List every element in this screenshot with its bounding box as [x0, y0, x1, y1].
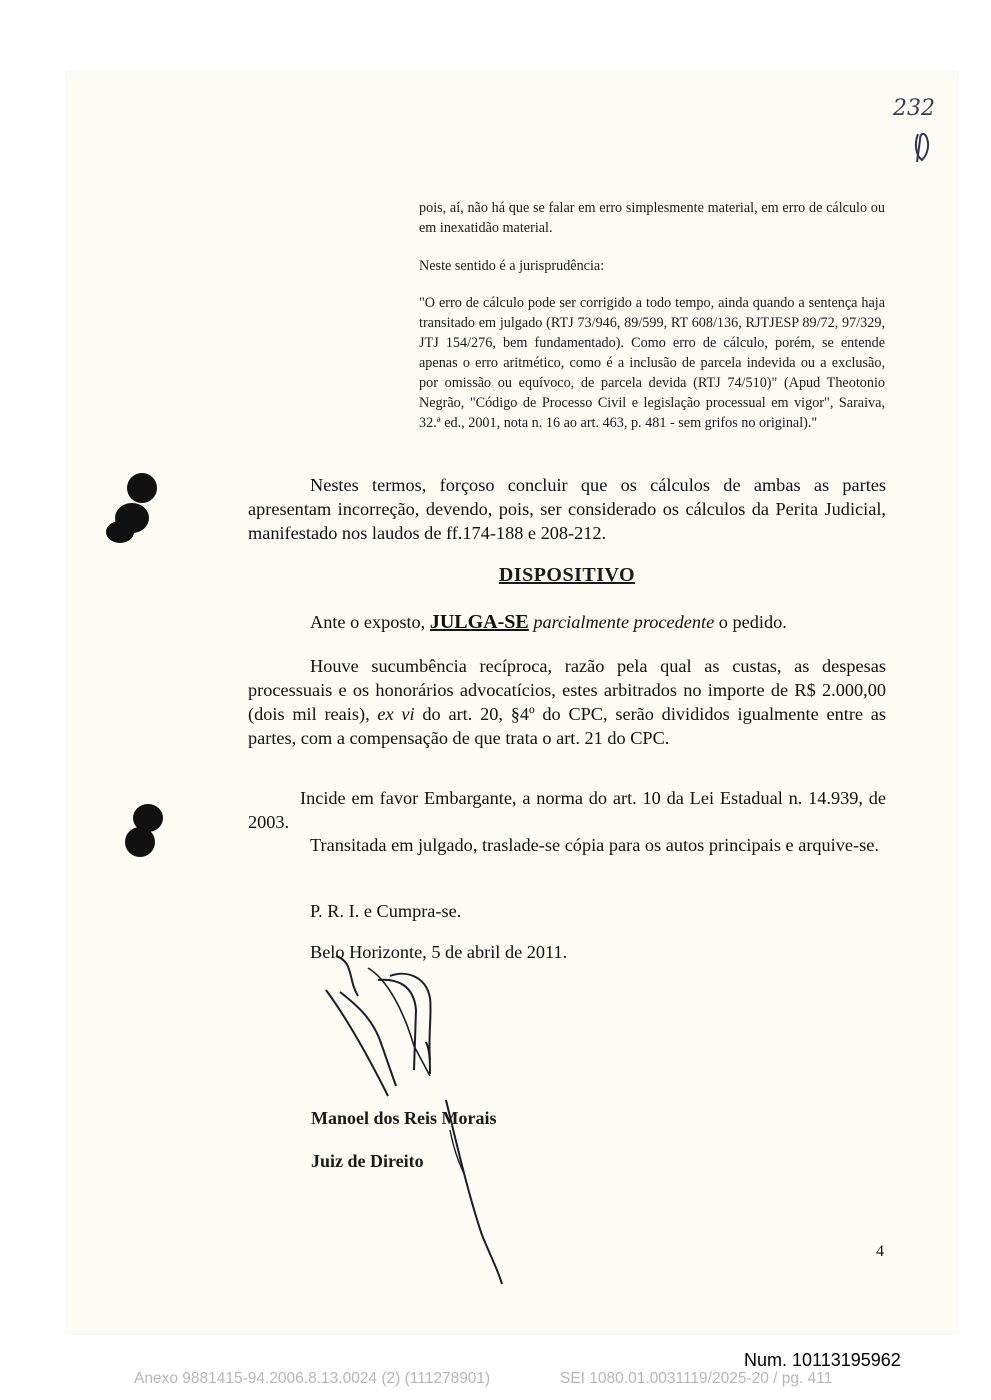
punch-hole-mark-upper: [100, 468, 162, 550]
handwritten-initial-mark: [908, 130, 938, 164]
costs-paragraph: [248, 654, 886, 750]
law-paragraph: Incide em favor Embargante, a norma do art. 10 da Lei Estadual n. 14.939, de 2003.: [248, 788, 886, 833]
page-number: 4: [876, 1243, 884, 1260]
pri-line: P. R. I. e Cumpra-se.: [310, 901, 462, 921]
ruling-prefix: Ante o exposto,: [310, 612, 426, 632]
place-date-line: Belo Horizonte, 5 de abril de 2011.: [310, 942, 568, 962]
conclusion-paragraph: Nestes termos, forçoso concluir que os cálculos de ambas as partes apresentam incorreção, devendo, pois, ser considerado os cálculos da Perita Judicial, manifestado nos laudos de ff.174-188 e 208-212.: [248, 475, 886, 543]
quote-intro-text: pois, aí, não há que se falar em erro simplesmente material, em erro de cálculo ou em inexatidão material.: [419, 200, 885, 236]
jurisprudence-citation: "O erro de cálculo pode ser corrigido a todo tempo, ainda quando a sentença haja transitado em julgado (RTJ 73/946, 89/599, RT 608/136, RJTJESP 89/72, 97/329, JTJ 154/276, bem fundamentado). Como erro de cálculo, porém, se entende apenas o erro aritmético, como é a inclusão de parcela indevida ou a exclusão, por omissão ou equívoco, de parcela devida (RTJ 74/510)" (Apud Theotonio Negrão, "Código de Processo Civil e legislação processual em vigor", Saraiva, 32.ª ed., 2001, nota n. 16 ao art. 463, p. 481 - sem grifos no original).": [419, 295, 885, 431]
ruling-italic: parcialmente procedente: [533, 612, 715, 632]
signer-title: Juiz de Direito: [311, 1151, 424, 1171]
document-num-label: Num. 10113195962: [744, 1350, 901, 1370]
costs-text-b: do art. 20, §4º do CPC, serão divididos igualmente entre as partes, com a compensação de que trata o art. 21 do CPC.: [248, 704, 887, 748]
punch-hole-mark-lower: [118, 800, 170, 864]
annex-reference: Anexo 9881415-94.2006.8.13.0024 (2) (111278901): [134, 1370, 491, 1387]
handwritten-folio-number: 232: [893, 96, 935, 121]
ruling-suffix: o pedido.: [718, 612, 787, 632]
jurisprudence-intro: Neste sentido é a jurisprudência:: [419, 258, 605, 274]
costs-italic: ex vi: [377, 704, 415, 724]
costs-text-a: Houve sucumbência recíproca, razão pela qual as custas, as despesas processuais e os honorários advocatícios, estes arbitrados no importe de R$ 2.000,00 (dois mil reais),: [248, 656, 886, 724]
signer-name: Manoel dos Reis Morais: [311, 1108, 497, 1128]
ruling-verb: JULGA-SE: [429, 611, 529, 633]
ruling-line: [310, 610, 890, 634]
transit-paragraph: Transitada em julgado, traslade-se cópia para os autos principais e arquive-se.: [310, 835, 879, 855]
sei-reference: SEI 1080.01.0031119/2025-20 / pg. 411: [560, 1370, 833, 1387]
section-heading: DISPOSITIVO: [498, 564, 636, 586]
